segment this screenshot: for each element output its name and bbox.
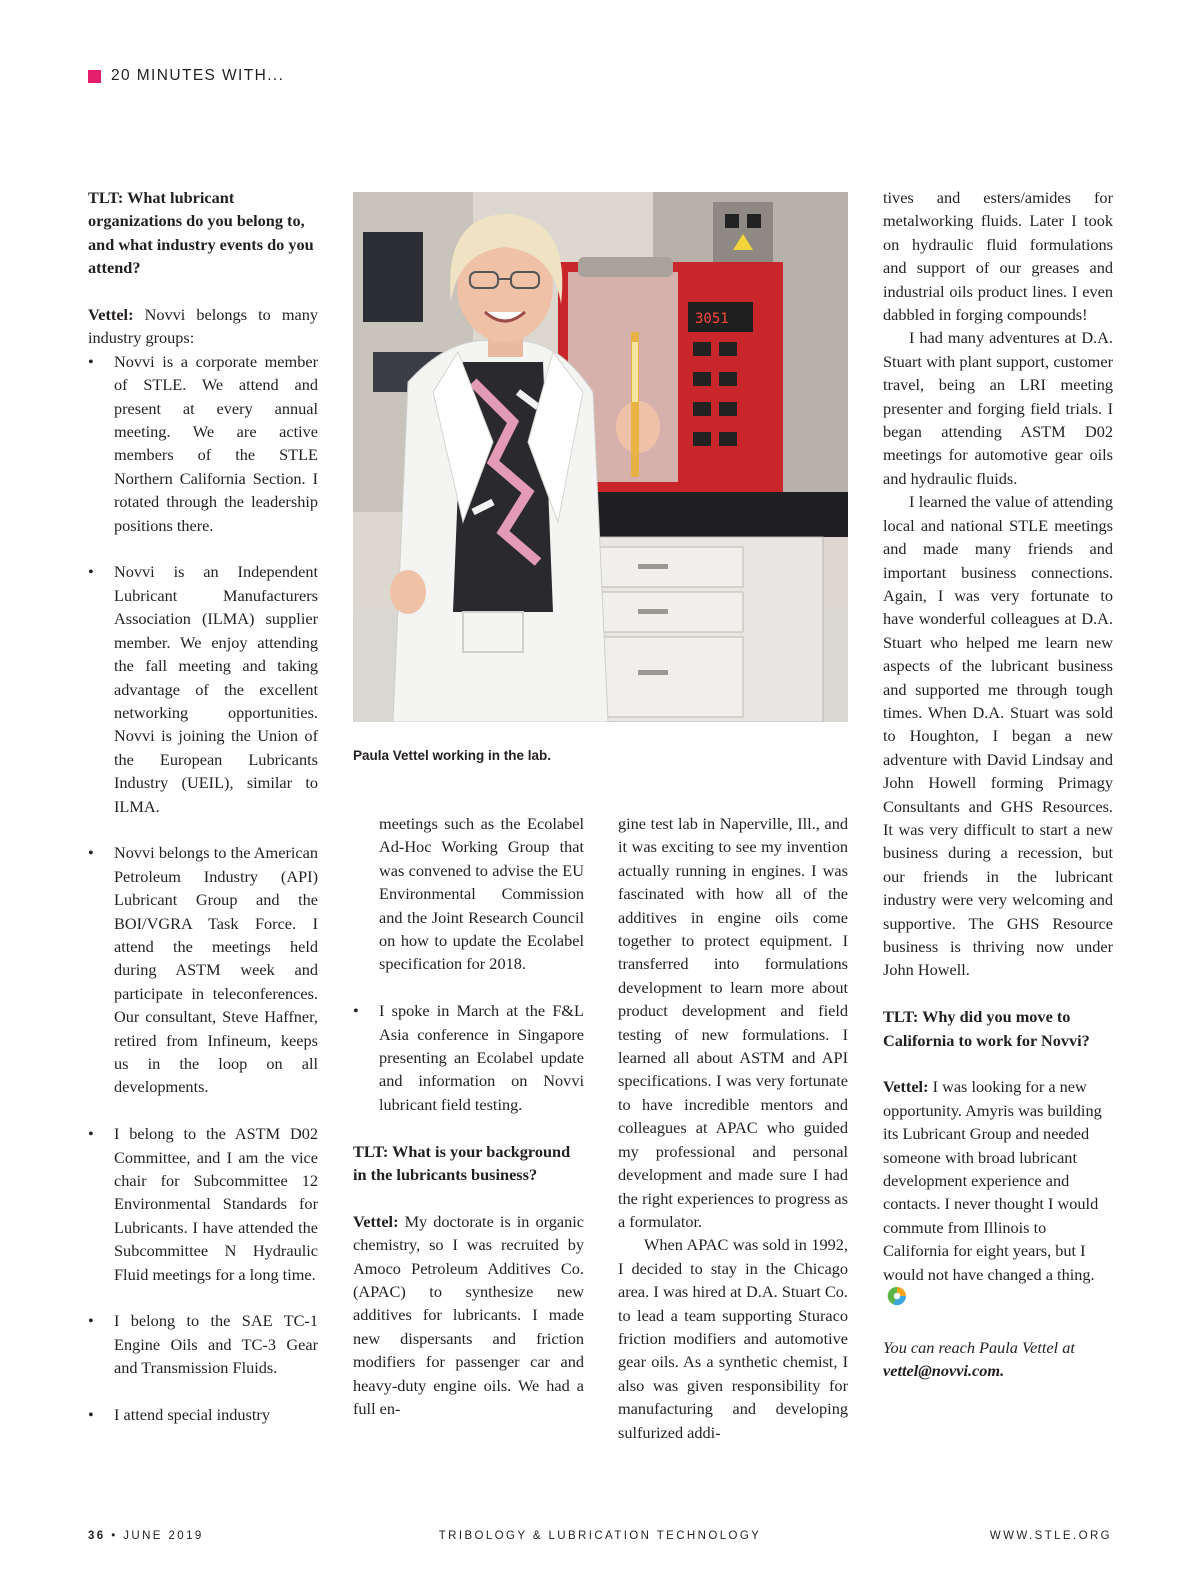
section-title: 20 MINUTES WITH...	[111, 67, 285, 84]
contact-text: You can reach Paula Vettel at	[883, 1337, 1075, 1357]
answer-paragraph	[353, 1210, 584, 1421]
list-item-continued	[353, 812, 584, 976]
website-url[interactable]: WWW.STLE.ORG	[989, 1530, 1112, 1542]
contact-period: .	[1000, 1361, 1005, 1381]
speaker-label: Vettel:	[88, 305, 134, 325]
contact-line	[883, 1336, 1113, 1383]
organization-list	[88, 350, 318, 1427]
end-of-article-icon	[887, 1286, 907, 1312]
interview-question: TLT: What lubricant organizations do you belong to, and what industry events do you attend?	[88, 188, 314, 278]
column-1	[88, 186, 318, 1426]
answer-paragraph	[88, 303, 318, 350]
list-item: • Novvi is an Independent Lubricant Manufacturers Association (ILMA) supplier member. We enjoy attending the fall meeting and taking advantage of the excellent networking opportunities. Novvi is joining the Union of the European Lubricants Industry (UEIL), similar to ILMA.	[88, 560, 318, 817]
body-paragraph: I learned the value of attending local and national STLE meetings and made many friends and important business connections. Again, I was very fortunate to have wonderful colleagues at D.A. Stuart who helped me learn new aspects of the lubricant business and supported me through tough times. When D.A. Stuart was sold to Houghton, I began a new adventure with David Lindsay and John Howell forming Primagy Consultants and GHS Resources. It was very difficult to start a new business during a recession, but our friends in the lubricant industry were very welcoming and supportive. The GHS Resource business is thriving now under John Howell.	[883, 492, 1113, 980]
contact-email[interactable]: vettel@novvi.com	[883, 1361, 1001, 1381]
list-item: • Novvi belongs to the American Petroleum Industry (API) Lubricant Group and the BOI/VGRA Task Force. I attend the meetings held during ASTM week and participate in teleconferences. Our consultant, Steve Haffner, retired from Infineum, keeps us in the loop on all developments.	[88, 841, 318, 1098]
section-header	[88, 64, 284, 88]
interview-question: TLT: What is your background in the lubricants business?	[353, 1141, 571, 1185]
answer-paragraph	[883, 1075, 1113, 1312]
list-item: • I belong to the SAE TC-1 Engine Oils and TC-3 Gear and Transmission Fluids.	[88, 1309, 318, 1379]
speaker-label: Vettel:	[353, 1211, 399, 1231]
page-number: 36	[88, 1530, 106, 1542]
issue-date: JUNE 2019	[123, 1530, 204, 1542]
body-paragraph: tives and esters/amides for metalworking fluids. Later I took on hydraulic fluid formulations and support of our greases and industrial oils product lines. I even dabbled in forging compounds!	[883, 188, 1113, 325]
column-4	[883, 186, 1113, 1383]
speaker-label: Vettel:	[883, 1077, 929, 1097]
publication-name: TRIBOLOGY & LUBRICATION TECHNOLOGY	[438, 1530, 762, 1542]
answer-text: Novvi belongs to many industry groups:	[88, 305, 318, 348]
body-paragraph: I had many adventures at D.A. Stuart with plant support, customer travel, being an LRI meeting presenter and forging field trials. I began attending ASTM D02 meetings for automotive gear oils and hydraulic fluids.	[883, 328, 1113, 488]
list-item: • I belong to the ASTM D02 Committee, and I am the vice chair for Subcommittee 12 Environmental Standards for Lubricants. I have attended the Subcommittee N Hydraulic Fluid meetings for a long time.	[88, 1122, 318, 1286]
list-item: • Novvi is a corporate member of STLE. We attend and present at every annual meeting. We are active members of the STLE Northern California Section. I rotated through the leadership positions there.	[88, 350, 318, 537]
list-item: • I spoke in March at the F&L Asia conference in Singapore presenting an Ecolabel update and information on Novvi lubricant field testing.	[353, 999, 584, 1116]
answer-text: My doctorate is in organic chemistry, so I was recruited by Amoco Petroleum Additives Co. (APAC) to synthesize new additives for lubricants. I made new dispersants and friction modifiers for passenger car and heavy-duty engine oils. We had a full en-	[353, 1211, 584, 1419]
footer-separator: •	[111, 1530, 118, 1542]
photo-caption: Paula Vettel working in the lab.	[353, 748, 552, 763]
section-marker-icon	[88, 70, 101, 83]
column-2	[353, 812, 584, 1421]
svg-text:3051: 3051	[695, 311, 729, 327]
lab-photo-illustration	[353, 192, 848, 722]
interview-question: TLT: Why did you move to California to work for Novvi?	[883, 1007, 1090, 1050]
list-item-text: meetings such as the Ecolabel Ad-Hoc Working Group that was convened to advise the EU Environmental Commission and the Joint Research Council on how to update the Ecolabel specification for 2018.	[379, 814, 584, 974]
page-footer	[88, 1530, 1112, 1550]
column-3	[618, 812, 848, 1444]
list-item: • I attend special industry	[88, 1403, 318, 1426]
answer-text: I was looking for a new opportunity. Amyris was building its Lubricant Group and needed someone with broad lubricant development experience and contacts. I never thought I would commute from Illinois to California for eight years, but I would not have changed a thing.	[883, 1077, 1102, 1284]
body-paragraph: When APAC was sold in 1992, I decided to stay in the Chicago area. I was hired at D.A. Stuart Co. to lead a team supporting Sturaco friction modifiers and automotive gear oils. As a synthetic chemist, I also was given responsibility for manufacturing and developing sulfurized addi-	[618, 1235, 848, 1442]
organization-list-continued	[353, 812, 584, 1116]
body-paragraph: gine test lab in Naperville, Ill., and it was exciting to see my invention actually running in engines. I was fascinated with how all of the additives in engine oils come together to protect equipment. I transferred into formulations development to learn more about product development and field testing of new formulations. I learned all about ASTM and API specifications. I was very fortunate to have incredible mentors and colleagues at APAC who guided my professional and personal development and made sure I had the right experiences to progress as a formulator.	[618, 814, 848, 1231]
lab-photo	[353, 192, 848, 722]
